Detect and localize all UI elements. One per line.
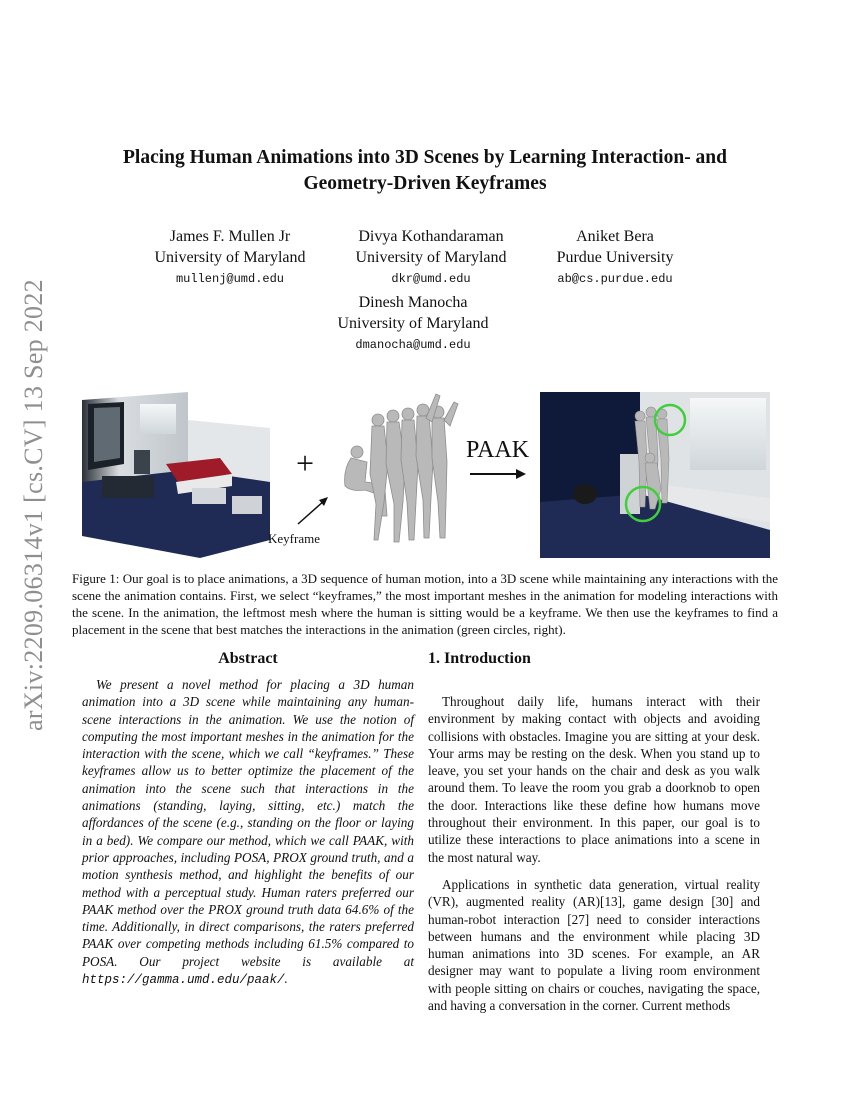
introduction-paragraph: Applications in synthetic data generation, virtual reality (VR), augmented reality (AR)[13], game design [30] and human-robot interaction [27] need to consider interactions between humans and the environment while placing 3D human animations into 3D scenes. For example, an AR designer may want to populate a living room environment with people sitting on chairs or couches, navigating the space, and having a conversation in the corner. Current methods	[428, 876, 760, 1014]
figure-caption: Figure 1: Our goal is to place animations, a 3D sequence of human motion, into a 3D scene while maintaining any interactions with the scene the animation contains. First, we select “keyframes,” the most important meshes in the animation for modeling interactions with the scene. In the animation, the leftmost mesh where the human is sitting would be a keyframe. We then use the keyframes to find a placement in the scene that best matches the interactions in the animation (green circles, right).	[72, 571, 778, 637]
arxiv-stamp	[4, 279, 64, 731]
author-name: James F. Mullen Jr	[169, 228, 291, 245]
introduction-column	[428, 648, 760, 1014]
paper-title: Placing Human Animations into 3D Scenes by Learning Interaction- and Geometry-Driven Keyframes	[122, 147, 727, 194]
author-affiliation: University of Maryland	[154, 249, 306, 266]
author-email: dmanocha@umd.edu	[355, 338, 471, 352]
introduction-heading: 1. Introduction	[428, 650, 531, 667]
author-block	[495, 226, 735, 290]
method-label: PAAK	[466, 437, 530, 463]
keyframe-arrow	[298, 500, 325, 524]
author-block	[293, 292, 533, 356]
project-url-link[interactable]: https://gamma.umd.edu/paak/	[82, 973, 285, 988]
keyframe-label: Keyframe	[268, 531, 320, 546]
author-affiliation: University of Maryland	[355, 249, 507, 266]
author-name: Divya Kothandaraman	[358, 228, 504, 245]
author-email: dkr@umd.edu	[391, 272, 471, 286]
arxiv-identifier: arXiv:2209.06314v1 [cs.CV] 13 Sep 2022	[19, 279, 48, 731]
author-affiliation: Purdue University	[556, 249, 674, 266]
plus-sign: +	[296, 445, 315, 481]
author-affiliation: University of Maryland	[337, 315, 489, 332]
abstract-body: We present a novel method for placing a 3D human animation into a 3D scene while maintaining any human-scene interactions in the animation. We use the notion of computing the most important meshes in the animation for the interaction with the scene, which we call “keyframes.” These keyframes allow us to better optimize the placement of the animation into the scene such that interactions in the animations (standing, laying, sitting, etc.) match the affordances of the scene (e.g., standing on the floor or laying in a bed). We compare our method, which we call PAAK, with prior approaches, including POSA, PROX ground truth, and a motion synthesis method, and highlight the benefits of our method with a perceptual study. Human raters preferred our PAAK method over the PROX ground truth data 64.6% of the time. Additionally, in direct comparisons, the raters preferred PAAK over competing methods including 61.5% compared to POSA. Our project website is available at	[82, 677, 414, 969]
scene-image-left	[82, 392, 270, 558]
figure-1	[80, 390, 770, 560]
abstract-heading: Abstract	[218, 650, 278, 667]
method-arrowhead	[516, 469, 526, 479]
abstract-column	[82, 648, 414, 989]
abstract-text	[82, 676, 414, 989]
author-email: ab@cs.purdue.edu	[557, 272, 673, 286]
abstract-end: .	[284, 971, 288, 987]
animation-meshes	[345, 394, 458, 542]
author-name: Aniket Bera	[576, 228, 654, 245]
author-name: Dinesh Manocha	[358, 294, 468, 311]
introduction-paragraph: Throughout daily life, humans interact with their environment by making contact with objects and avoiding collisions with obstacles. Imagine you are sitting at your desk. Your arms may be resting on the desk. When you stand up to leave, you set your hands on the chair and desk as you walk around them. To leave the room you grab a doorknob to open the door. Interactions like these define how humans move throughout their environment. In this paper, our goal is to utilize these interactions to place animations into a scene in the most natural way.	[428, 694, 760, 865]
scene-image-right	[540, 392, 770, 558]
author-email: mullenj@umd.edu	[175, 272, 285, 286]
